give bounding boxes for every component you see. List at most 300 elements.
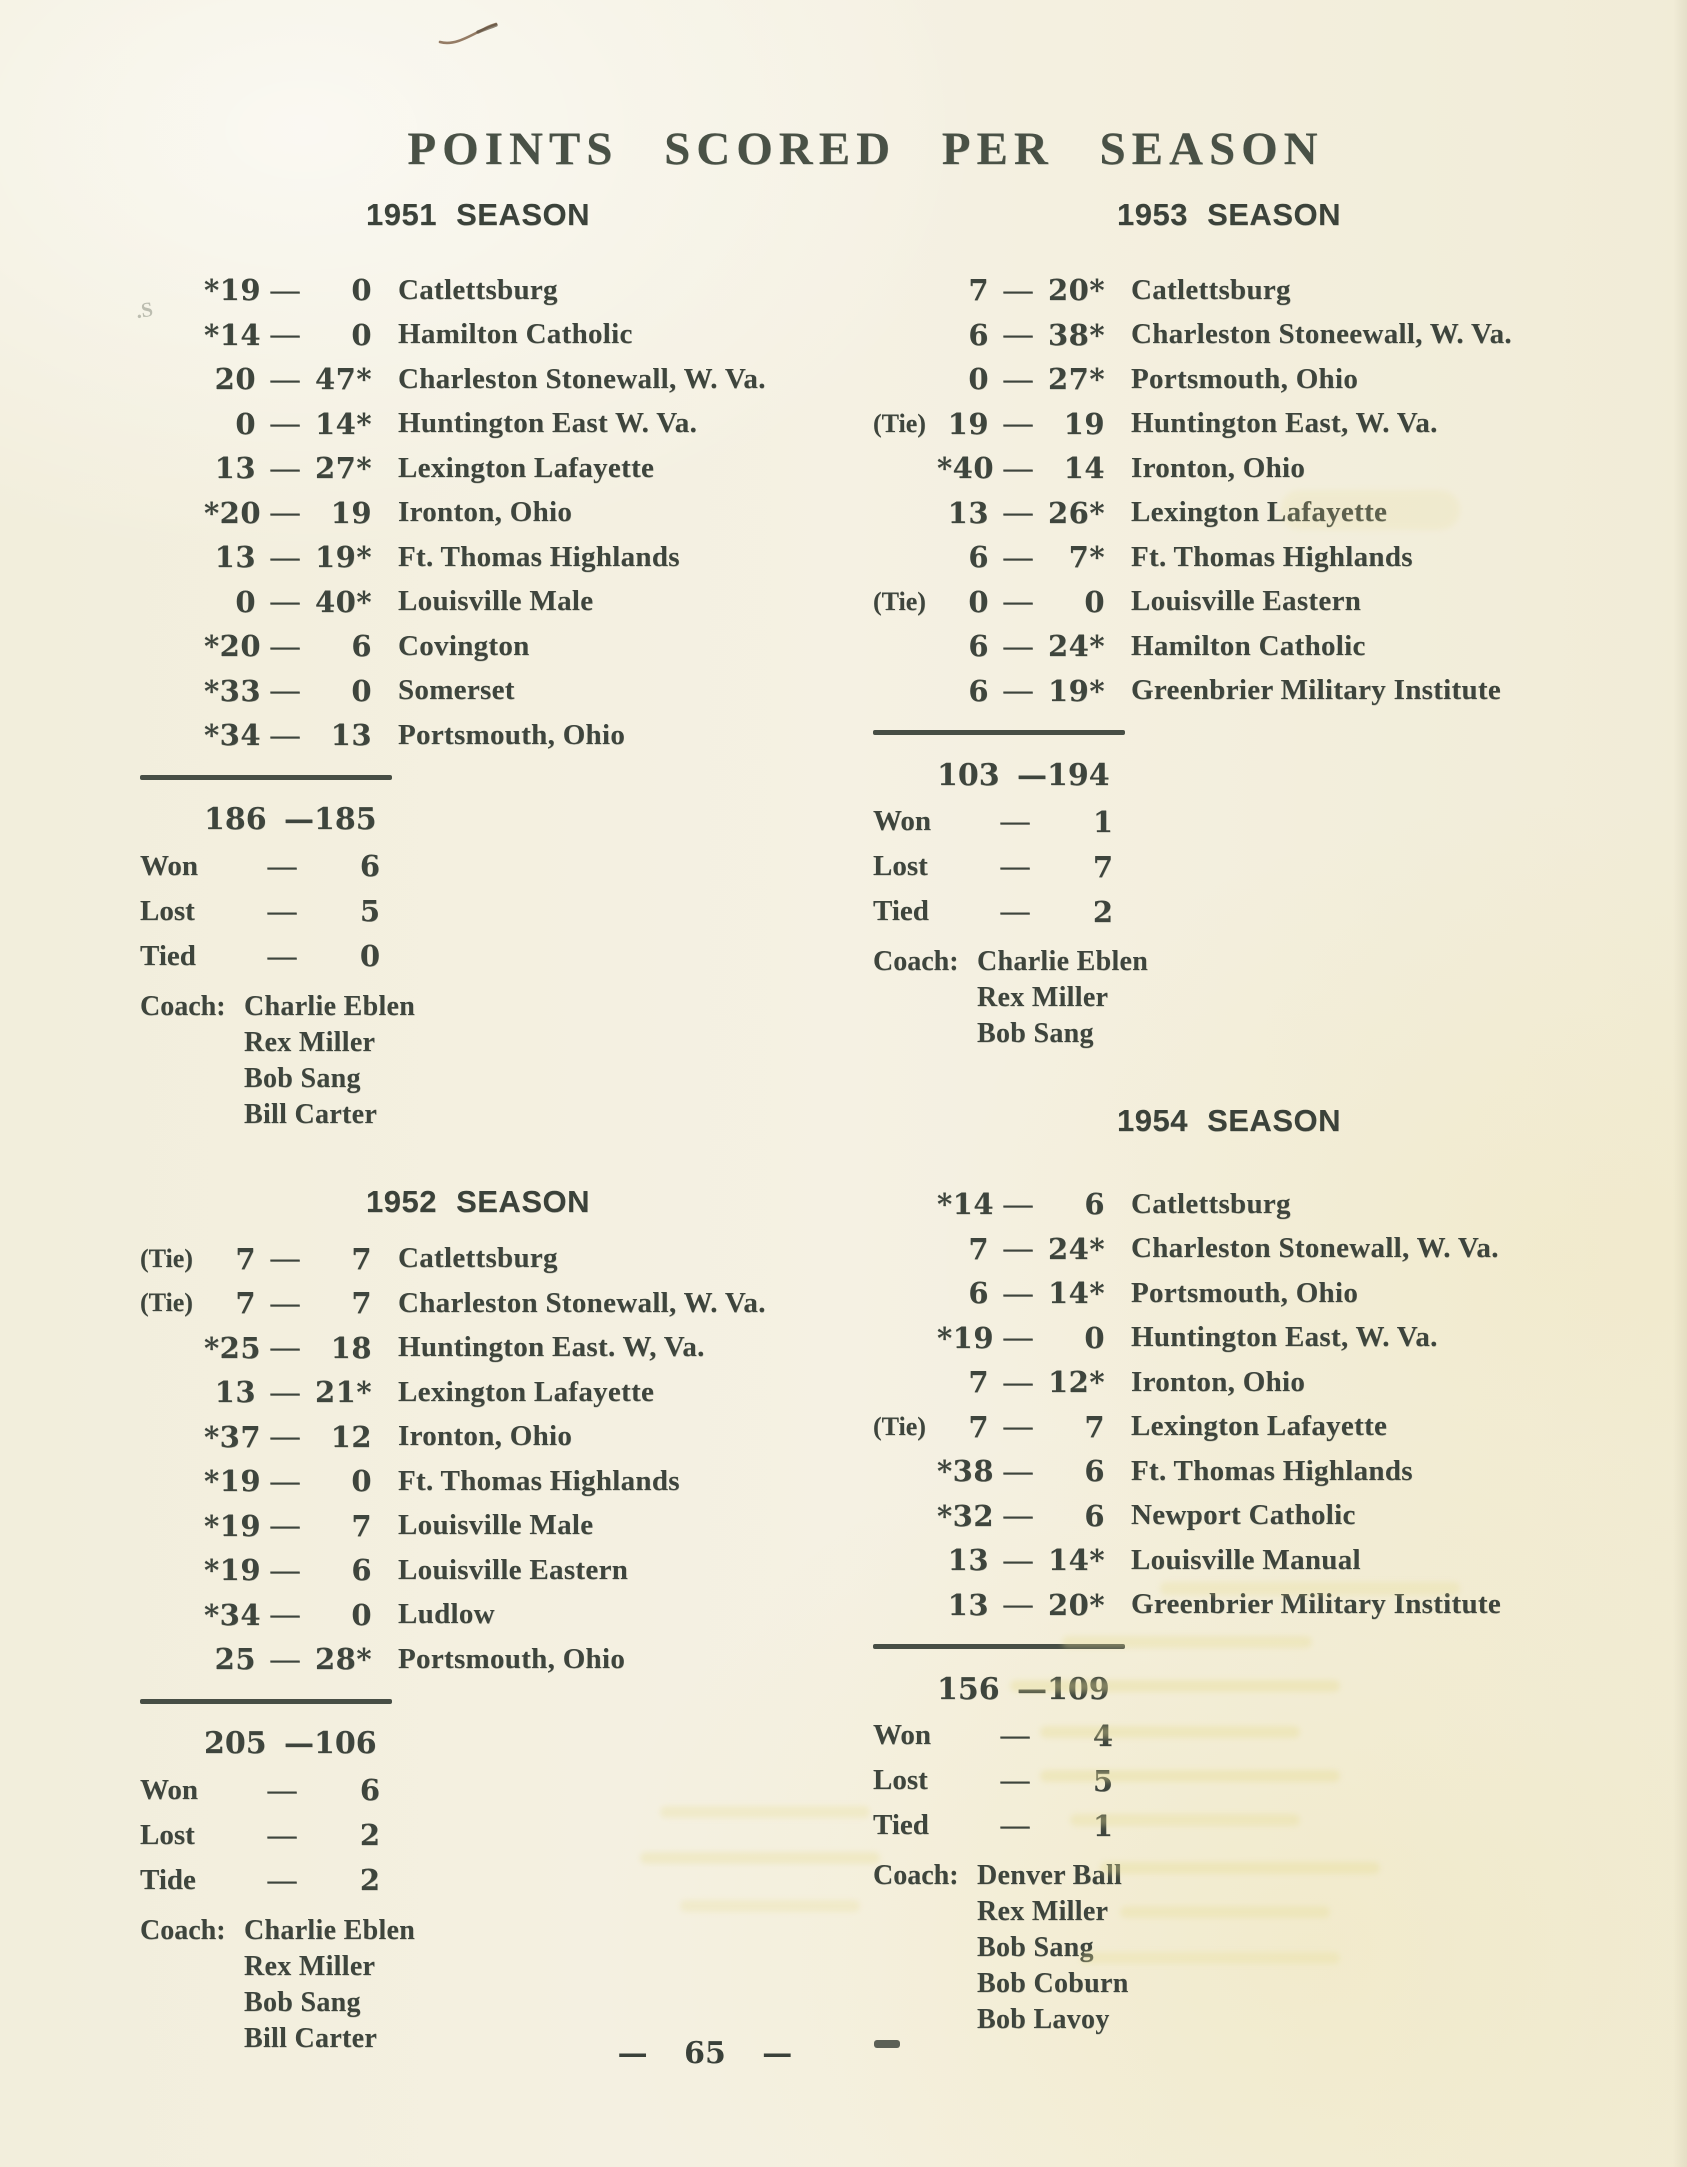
total-points-against: —109 [1017,1671,1110,1707]
score-dash: — [1003,585,1033,618]
score-against: 12 [330,1419,372,1454]
score-dash: — [270,1242,300,1275]
game-row [873,402,1643,447]
game-row [140,1237,840,1282]
score-dash: — [1003,1187,1033,1220]
game-row [873,580,1643,625]
score-dash: — [1003,273,1033,306]
score-dash: — [1003,1543,1033,1576]
record-label: Lost [140,894,195,927]
score-dash: — [270,718,300,751]
page-number: — 65 — [617,2036,793,2071]
opponent-name: Ft. Thomas Highlands [398,1464,680,1497]
opponent-name: Portsmouth, Ohio [398,1642,626,1675]
season-total-row [873,753,1643,797]
opponent-name: Catlettsburg [1131,1187,1291,1220]
score-for: 13 [214,451,256,486]
record-label: Lost [873,850,928,882]
score-dash: — [1003,407,1033,440]
game-row [140,580,840,625]
score-against: 7 [351,1241,372,1276]
coach-name: Rex Miller [977,982,1109,1013]
record-label: Tied [140,939,196,972]
record-row [140,1858,840,1903]
season-header: 1951 SEASON [366,197,590,232]
record-dash: — [267,849,297,882]
season-header: 1952 SEASON [366,1183,590,1219]
total-points-for: 103 [937,757,1000,793]
score-for: 7 [235,1286,256,1321]
record-label: Won [873,805,932,837]
coach-name: Rex Miller [977,1896,1109,1927]
score-against: 6 [1084,1187,1105,1222]
game-row [140,624,840,669]
score-for: *14 [937,1187,995,1222]
score-against: 14* [314,406,372,441]
score-dash: — [270,1331,300,1364]
score-for: 7 [968,1409,989,1444]
total-points-for: 186 [204,802,267,837]
game-row [873,1538,1643,1583]
season-section [140,194,840,1133]
record-label: Tied [873,895,929,927]
total-points-for: 156 [937,1671,1000,1707]
game-row [140,491,840,536]
score-against: 0 [1084,584,1105,619]
tie-indicator: (Tie) [873,1411,926,1441]
games-list [140,268,840,758]
score-against: 19 [1063,406,1105,441]
opponent-name: Louisville Eastern [398,1553,629,1586]
games-list [873,268,1643,713]
score-for: 7 [968,1365,989,1400]
opponent-name: Huntington East. W, Va. [398,1331,705,1364]
score-dash: — [1003,451,1033,484]
score-against: 20* [1047,273,1105,308]
score-dash: — [270,407,300,440]
record-dash: — [1000,895,1030,927]
score-against: 14* [1047,1276,1105,1311]
record-list [140,844,840,979]
opponent-name: Louisville Eastern [1131,585,1362,618]
score-against: 14* [1047,1543,1105,1578]
score-against: 13 [330,718,372,753]
score-against: 0 [351,317,372,352]
score-dash: — [270,451,300,484]
opponent-name: Greenbrier Military Institute [1131,674,1502,707]
coach-name: Charlie Eblen [977,946,1149,977]
coach-name: Bob Sang [977,1932,1094,1963]
record-label: Won [140,1773,199,1806]
opponent-name: Charleston Stonewall, W. Va. [1131,1232,1499,1265]
score-for: *34 [204,1597,262,1632]
game-row [140,1415,840,1460]
opponent-name: Lexington Lafayette [398,1375,655,1408]
score-dash: — [270,1642,300,1675]
games-list [140,1237,840,1682]
opponent-name: Huntington East, W. Va. [1131,1321,1438,1354]
score-against: 27* [1047,362,1105,397]
opponent-name: Catlettsburg [398,273,558,306]
games-list [873,1182,1643,1627]
score-dash: — [270,273,300,306]
score-dash: — [270,362,300,395]
score-against: 0 [351,1464,372,1499]
coach-name: Denver Ball [977,1860,1123,1891]
coach-label: Coach: [873,1860,959,1891]
score-for: *40 [937,451,995,486]
opponent-name: Ft. Thomas Highlands [1131,540,1413,573]
totals-rule [873,730,1125,735]
record-value: 2 [359,1818,380,1852]
opponent-name: Lexington Lafayette [1131,1410,1388,1443]
score-against: 14 [1063,451,1105,486]
coach-name: Charlie Eblen [244,990,416,1022]
score-against: 6 [351,629,372,664]
score-for: *33 [204,673,262,708]
coach-block [140,1913,840,2057]
record-dash: — [1000,1809,1030,1841]
score-against: 7 [1084,1409,1105,1444]
score-against: 19 [330,495,372,530]
score-against: 7 [351,1508,372,1543]
game-row [140,1504,840,1549]
totals-rule [140,775,392,780]
record-dash: — [267,939,297,972]
record-dash: — [267,894,297,927]
coach-name: Bill Carter [244,1098,378,1130]
score-against: 38* [1047,317,1105,352]
opponent-name: Newport Catholic [1131,1499,1356,1532]
score-for: 25 [214,1642,256,1677]
score-dash: — [270,1598,300,1631]
score-for: *19 [204,1553,262,1588]
record-value: 2 [1092,894,1113,929]
game-row [140,1593,840,1638]
score-against: 0 [1084,1320,1105,1355]
score-dash: — [1003,1454,1033,1487]
opponent-name: Portsmouth, Ohio [398,718,626,751]
record-value: 2 [359,1863,380,1897]
coach-names [244,989,840,1133]
game-row [873,624,1643,669]
record-list [140,1768,840,1903]
score-against: 28* [314,1642,372,1677]
season-section [873,194,1643,1052]
coach-name: Bob Coburn [977,1968,1129,1999]
game-row [140,402,840,447]
opponent-name: Louisville Male [398,1509,594,1542]
coach-block [140,989,840,1133]
game-row [140,1326,840,1371]
score-against: 12* [1047,1365,1105,1400]
game-row [140,357,840,402]
left-column [140,190,840,2057]
score-dash: — [270,1420,300,1453]
page-title: POINTS SCORED PER SEASON [407,123,1324,175]
score-dash: — [1003,496,1033,529]
record-label: Tide [140,1863,196,1896]
score-for: *25 [204,1330,262,1365]
game-row [873,1449,1643,1494]
game-row [140,313,840,358]
opponent-name: Charleston Stonewall, W. Va. [398,1286,766,1319]
score-dash: — [1003,1276,1033,1309]
game-row [873,1316,1643,1361]
score-dash: — [1003,629,1033,662]
score-for: *19 [204,1464,262,1499]
opponent-name: Portsmouth, Ohio [1131,1276,1359,1309]
opponent-name: Louisville Manual [1131,1543,1361,1576]
score-against: 20* [1047,1587,1105,1622]
record-row [140,1768,840,1813]
record-row [873,1803,1643,1848]
score-for: 0 [968,584,989,619]
game-row [873,1227,1643,1272]
game-row [873,669,1643,714]
record-row [873,799,1643,844]
game-row [873,1271,1643,1316]
coach-block [873,944,1643,1052]
score-against: 18 [330,1330,372,1365]
score-for: 13 [214,1375,256,1410]
opponent-name: Ironton, Ohio [398,1420,573,1453]
record-row [873,1758,1643,1803]
ink-dash-artifact [874,2040,900,2048]
record-label: Lost [140,1818,195,1851]
opponent-name: Hamilton Catholic [398,318,633,351]
opponent-name: Ironton, Ohio [1131,451,1306,484]
coach-label: Coach: [873,946,959,977]
record-dash: — [267,1773,297,1806]
score-against: 24* [1047,629,1105,664]
game-row [873,268,1643,313]
tie-indicator: (Tie) [873,408,926,438]
score-against: 6 [1084,1498,1105,1533]
record-dash: — [1000,1764,1030,1796]
score-dash: — [1003,1410,1033,1443]
record-value: 1 [1092,804,1113,839]
right-column [873,190,1643,2038]
record-value: 7 [1092,849,1113,884]
record-dash: — [267,1818,297,1851]
game-row [140,669,840,714]
coach-label: Coach: [140,990,226,1022]
score-against: 19* [314,540,372,575]
season-total-row [873,1667,1643,1711]
score-dash: — [270,318,300,351]
score-dash: — [270,496,300,529]
opponent-name: Lexington Lafayette [398,451,655,484]
score-for: 7 [968,273,989,308]
score-against: 21* [314,1375,372,1410]
score-for: 13 [214,540,256,575]
opponent-name: Huntington East, W. Va. [1131,407,1438,440]
coach-name: Bob Sang [244,1062,361,1094]
opponent-name: Hamilton Catholic [1131,629,1366,662]
season-header: 1954 SEASON [1117,1103,1341,1138]
score-for: 0 [968,362,989,397]
score-against: 0 [351,673,372,708]
opponent-name: Catlettsburg [1131,273,1291,306]
score-dash: — [270,1286,300,1319]
tie-indicator: (Tie) [140,1243,193,1273]
coach-name: Bob Sang [977,1018,1094,1049]
game-row [873,1583,1643,1628]
record-label: Won [140,849,199,882]
score-dash: — [1003,1365,1033,1398]
pen-mark-artifact [438,22,498,48]
score-for: 7 [968,1231,989,1266]
record-value: 6 [359,849,380,883]
game-row [873,491,1643,536]
game-row [140,713,840,758]
score-dash: — [1003,540,1033,573]
opponent-name: Somerset [398,674,515,707]
opponent-name: Ironton, Ohio [1131,1365,1306,1398]
score-against: 26* [1047,495,1105,530]
game-row [140,268,840,313]
tie-indicator: (Tie) [873,586,926,616]
game-row [873,313,1643,358]
total-points-for: 205 [204,1726,267,1761]
coach-name: Rex Miller [244,1950,376,1982]
score-for: *19 [204,273,262,308]
opponent-name: Covington [398,629,530,662]
opponent-name: Ironton, Ohio [398,496,573,529]
coach-name: Bill Carter [244,2022,378,2054]
score-for: *37 [204,1419,262,1454]
score-against: 24* [1047,1231,1105,1266]
coach-names [977,944,1643,1052]
score-for: 13 [947,1543,989,1578]
score-against: 0 [351,1597,372,1632]
record-value: 6 [359,1773,380,1807]
score-for: 13 [947,1587,989,1622]
score-for: *32 [937,1498,995,1533]
score-against: 27* [314,451,372,486]
record-row [140,889,840,934]
score-dash: — [1003,1588,1033,1621]
score-for: 0 [235,584,256,619]
season-section [873,1100,1643,2038]
game-row [140,535,840,580]
opponent-name: Ludlow [398,1598,495,1631]
score-for: *20 [204,629,262,664]
score-dash: — [1003,1499,1033,1532]
opponent-name: Ft. Thomas Highlands [1131,1454,1413,1487]
record-dash: — [267,1863,297,1896]
season-total-row [140,1722,840,1766]
score-dash: — [1003,674,1033,707]
opponent-name: Charleston Stoneewall, W. Va. [1131,318,1512,351]
score-dash: — [270,540,300,573]
record-value: 5 [359,894,380,928]
record-row [140,934,840,979]
score-dash: — [270,1464,300,1497]
record-label: Won [873,1719,932,1751]
opponent-name: Louisville Male [398,585,594,618]
coach-names [977,1858,1643,2038]
score-for: 6 [968,540,989,575]
record-value: 0 [359,939,380,973]
record-row [873,889,1643,934]
score-for: *34 [204,718,262,753]
score-dash: — [270,629,300,662]
score-for: 13 [947,495,989,530]
game-row [873,357,1643,402]
score-against: 7 [351,1286,372,1321]
record-label: Lost [873,1764,928,1796]
totals-rule [873,1644,1125,1649]
record-dash: — [1000,850,1030,882]
score-for: 6 [968,317,989,352]
season-header: 1953 SEASON [1117,197,1341,232]
opponent-name: Ft. Thomas Highlands [398,540,680,573]
score-for: *20 [204,495,262,530]
coach-name: Bob Sang [244,1986,361,2018]
game-row [140,1370,840,1415]
game-row [140,446,840,491]
record-value: 4 [1092,1718,1113,1753]
score-dash: — [1003,362,1033,395]
opponent-name: Lexington Lafayette [1131,496,1388,529]
coach-names [244,1913,840,2057]
season-section [140,1181,840,2057]
record-value: 5 [1092,1763,1113,1798]
totals-rule [140,1699,392,1704]
score-for: 6 [968,1276,989,1311]
score-dash: — [270,674,300,707]
score-dash: — [270,1375,300,1408]
game-row [140,1548,840,1593]
tie-indicator: (Tie) [140,1288,193,1318]
opponent-name: Huntington East W. Va. [398,407,698,440]
score-against: 7* [1068,540,1105,575]
coach-name: Charlie Eblen [244,1914,416,1946]
record-row [873,844,1643,889]
opponent-name: Catlettsburg [398,1242,558,1275]
score-for: *38 [937,1454,995,1489]
score-for: 6 [968,673,989,708]
record-list [873,1713,1643,1848]
score-against: 40* [314,584,372,619]
score-against: 6 [1084,1454,1105,1489]
coach-name: Bob Lavoy [977,2004,1110,2035]
record-label: Tied [873,1809,929,1841]
season-total-row [140,798,840,842]
score-for: 7 [235,1241,256,1276]
score-for: 0 [235,406,256,441]
record-list [873,799,1643,934]
game-row [873,1182,1643,1227]
game-row [873,1494,1643,1539]
record-dash: — [1000,805,1030,837]
game-row [873,535,1643,580]
record-row [140,844,840,889]
coach-block [873,1858,1643,2038]
record-row [873,1713,1643,1758]
coach-label: Coach: [140,1914,226,1946]
total-points-against: —194 [1017,757,1110,793]
record-dash: — [1000,1719,1030,1751]
game-row [140,1637,840,1682]
record-value: 1 [1092,1808,1113,1843]
coach-name: Rex Miller [244,1026,376,1058]
total-points-against: —185 [284,802,377,837]
total-points-against: —106 [284,1726,377,1761]
score-dash: — [270,1553,300,1586]
